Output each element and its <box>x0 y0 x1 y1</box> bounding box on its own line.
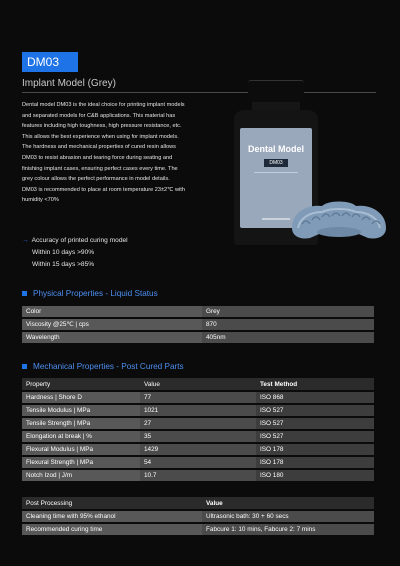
table-row <box>22 470 374 481</box>
product-code-badge: DM03 <box>22 52 78 72</box>
accuracy-line: Within 15 days >85% <box>32 261 95 268</box>
table-row <box>22 392 374 403</box>
accuracy-block <box>22 235 128 271</box>
table-cell-property: Elongation at break | % <box>22 431 140 442</box>
table-cell-value: 1429 <box>140 444 256 455</box>
physical-properties-table <box>22 304 374 345</box>
table-header-row <box>22 497 374 509</box>
description-line: features including high toughness, high pressure resistance, etc. <box>22 123 182 130</box>
table-row <box>22 431 374 442</box>
table-cell-property: Notch Izod | J/m <box>22 470 140 481</box>
table-cell-value: Ultrasonic bath: 30 + 60 secs <box>202 511 374 522</box>
table-row <box>22 332 374 343</box>
physical-section-title: Physical Properties - Liquid Status <box>33 289 158 298</box>
mechanical-section-title: Mechanical Properties - Post Cured Parts <box>33 362 184 371</box>
table-header-cell: Post Processing <box>22 497 202 509</box>
product-subtitle: Implant Model (Grey) <box>22 78 116 89</box>
physical-section-heading <box>22 289 158 298</box>
description-line: DM03 to resist abrasion and tearing force during seating and <box>22 154 173 161</box>
table-row <box>22 444 374 455</box>
table-cell-label: Color <box>22 306 202 317</box>
table-cell-value: 1021 <box>140 405 256 416</box>
table-cell-value: 77 <box>140 392 256 403</box>
dental-model-illustration <box>288 198 390 242</box>
bottle-logo <box>262 218 290 220</box>
description-line: finishing implant cases, ensuring perfect cases every time. The <box>22 165 178 172</box>
table-header-row <box>22 378 374 390</box>
accuracy-title: Accuracy of printed curing model <box>31 237 128 244</box>
table-cell-label: Cleaning time with 95% ethanol <box>22 511 202 522</box>
bottle-label-code: DM03 <box>264 159 288 167</box>
table-cell-label: Viscosity @25℃ | cps <box>22 319 202 330</box>
table-cell-value: 870 <box>202 319 374 330</box>
table-cell-method: ISO 527 <box>256 418 374 429</box>
table-cell-value: 35 <box>140 431 256 442</box>
bottle-label-title: Dental Model <box>247 144 304 154</box>
square-bullet-icon <box>22 291 27 296</box>
table-cell-value: 54 <box>140 457 256 468</box>
table-header-cell: Test Method <box>256 378 374 390</box>
table-cell-method: ISO 178 <box>256 457 374 468</box>
description-line: The hardness and mechanical properties of cured resin allows <box>22 144 176 151</box>
post-processing-table <box>22 495 374 537</box>
description-line: humidity <70% <box>22 197 59 204</box>
table-header-cell: Property <box>22 378 140 390</box>
description-line: grey colour allows the perfect performance in model details. <box>22 176 170 183</box>
table-cell-label: Recommended curing time <box>22 524 202 535</box>
table-cell-property: Flexural Strength | MPa <box>22 457 140 468</box>
table-cell-property: Tensile Strength | MPa <box>22 418 140 429</box>
table-cell-value: Fabcure 1: 10 mins, Fabcure 2: 7 mins <box>202 524 374 535</box>
table-cell-method: ISO 178 <box>256 444 374 455</box>
table-cell-label: Wavelength <box>22 332 202 343</box>
table-row <box>22 319 374 330</box>
mechanical-section-heading <box>22 362 184 371</box>
accuracy-title-row <box>22 235 128 247</box>
table-row <box>22 306 374 317</box>
bottle-neck <box>252 102 300 110</box>
table-header-cell: Value <box>140 378 256 390</box>
description-line: DM03 is recommended to place at room temperature 23±2℃ with <box>22 186 185 193</box>
description-line: Dental model DM03 is the ideal choice for printing implant models <box>22 102 185 108</box>
table-cell-property: Hardness | Shore D <box>22 392 140 403</box>
table-header-cell: Value <box>202 497 374 509</box>
table-row <box>22 511 374 522</box>
bottle-cap <box>248 80 304 102</box>
table-cell-property: Flexural Modulus | MPa <box>22 444 140 455</box>
table-row <box>22 405 374 416</box>
product-description <box>22 100 218 206</box>
description-line: This allows the best experience when using for implant models. <box>22 133 179 140</box>
bottle-label-rule <box>254 172 298 173</box>
table-cell-value: 27 <box>140 418 256 429</box>
table-row <box>22 457 374 468</box>
arrow-right-icon: → <box>22 237 29 244</box>
square-bullet-icon <box>22 364 27 369</box>
mechanical-properties-table <box>22 376 374 483</box>
table-cell-method: ISO 868 <box>256 392 374 403</box>
table-cell-method: ISO 527 <box>256 405 374 416</box>
table-cell-method: ISO 180 <box>256 470 374 481</box>
table-row <box>22 418 374 429</box>
table-cell-method: ISO 527 <box>256 431 374 442</box>
table-row <box>22 524 374 535</box>
description-line: and separated models for C&B applications. This material has <box>22 112 176 119</box>
table-cell-value: Grey <box>202 306 374 317</box>
table-cell-property: Tensile Modulus | MPa <box>22 405 140 416</box>
table-cell-value: 10.7 <box>140 470 256 481</box>
accuracy-line: Within 10 days >90% <box>32 249 95 256</box>
table-cell-value: 405nm <box>202 332 374 343</box>
product-image <box>220 70 390 250</box>
